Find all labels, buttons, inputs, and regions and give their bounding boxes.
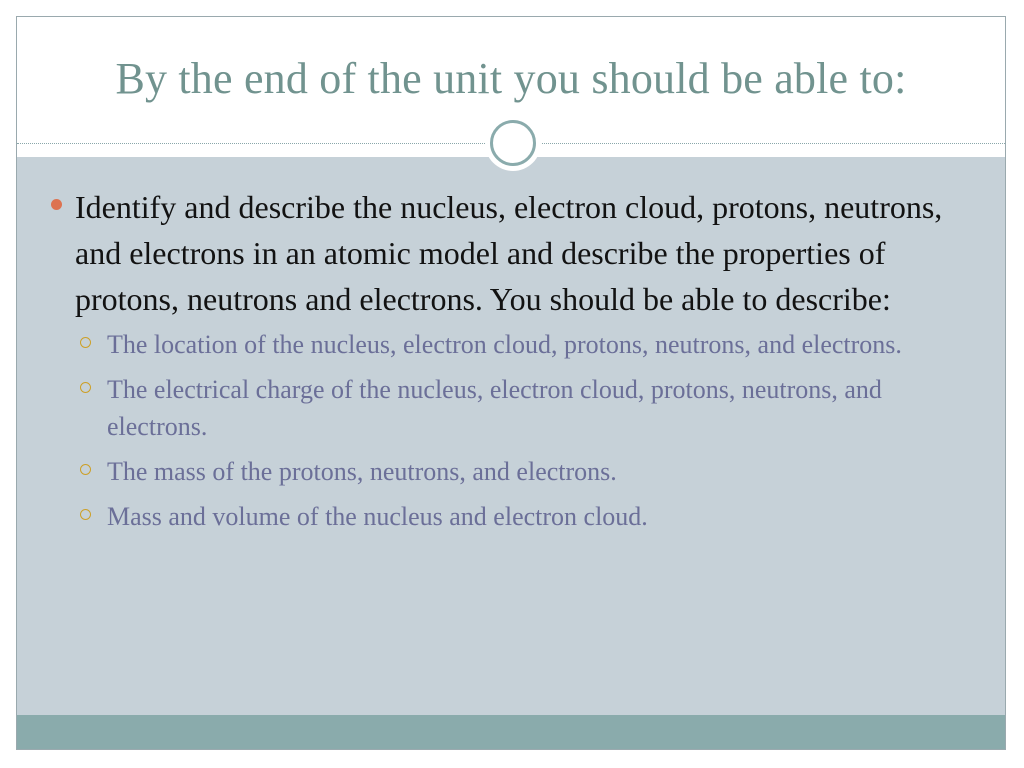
slide-title: By the end of the unit you should be able to: [115, 54, 907, 103]
circle-ornament-icon [485, 115, 541, 171]
sub-bullet [107, 498, 975, 535]
sub-bullet [107, 371, 975, 445]
ring-bullet-icon [80, 509, 91, 520]
footer-band [17, 715, 1005, 749]
sub-bullet-text: The electrical charge of the nucleus, electron cloud, protons, neutrons, and electrons. [107, 375, 882, 441]
ring-bullet-icon [80, 464, 91, 475]
sub-bullet-text: The mass of the protons, neutrons, and electrons. [107, 457, 617, 486]
sub-bullet-list [17, 326, 1005, 535]
sub-bullet [107, 453, 975, 490]
slide [16, 16, 1006, 750]
ring-bullet-icon [80, 382, 91, 393]
bullet-dot-icon [51, 199, 62, 210]
main-bullet [75, 184, 985, 322]
sub-bullet-text: The location of the nucleus, electron cloud, protons, neutrons, and electrons. [107, 330, 902, 359]
sub-bullet [107, 326, 975, 363]
bullet-list [17, 184, 1005, 543]
ring-icon [490, 120, 536, 166]
main-bullet-text: Identify and describe the nucleus, electron cloud, protons, neutrons, and electrons in an atomic model and describe the properties of protons, neutrons and electrons. You should be able to describe: [75, 189, 943, 317]
sub-bullet-text: Mass and volume of the nucleus and electron cloud. [107, 502, 648, 531]
ring-bullet-icon [80, 337, 91, 348]
